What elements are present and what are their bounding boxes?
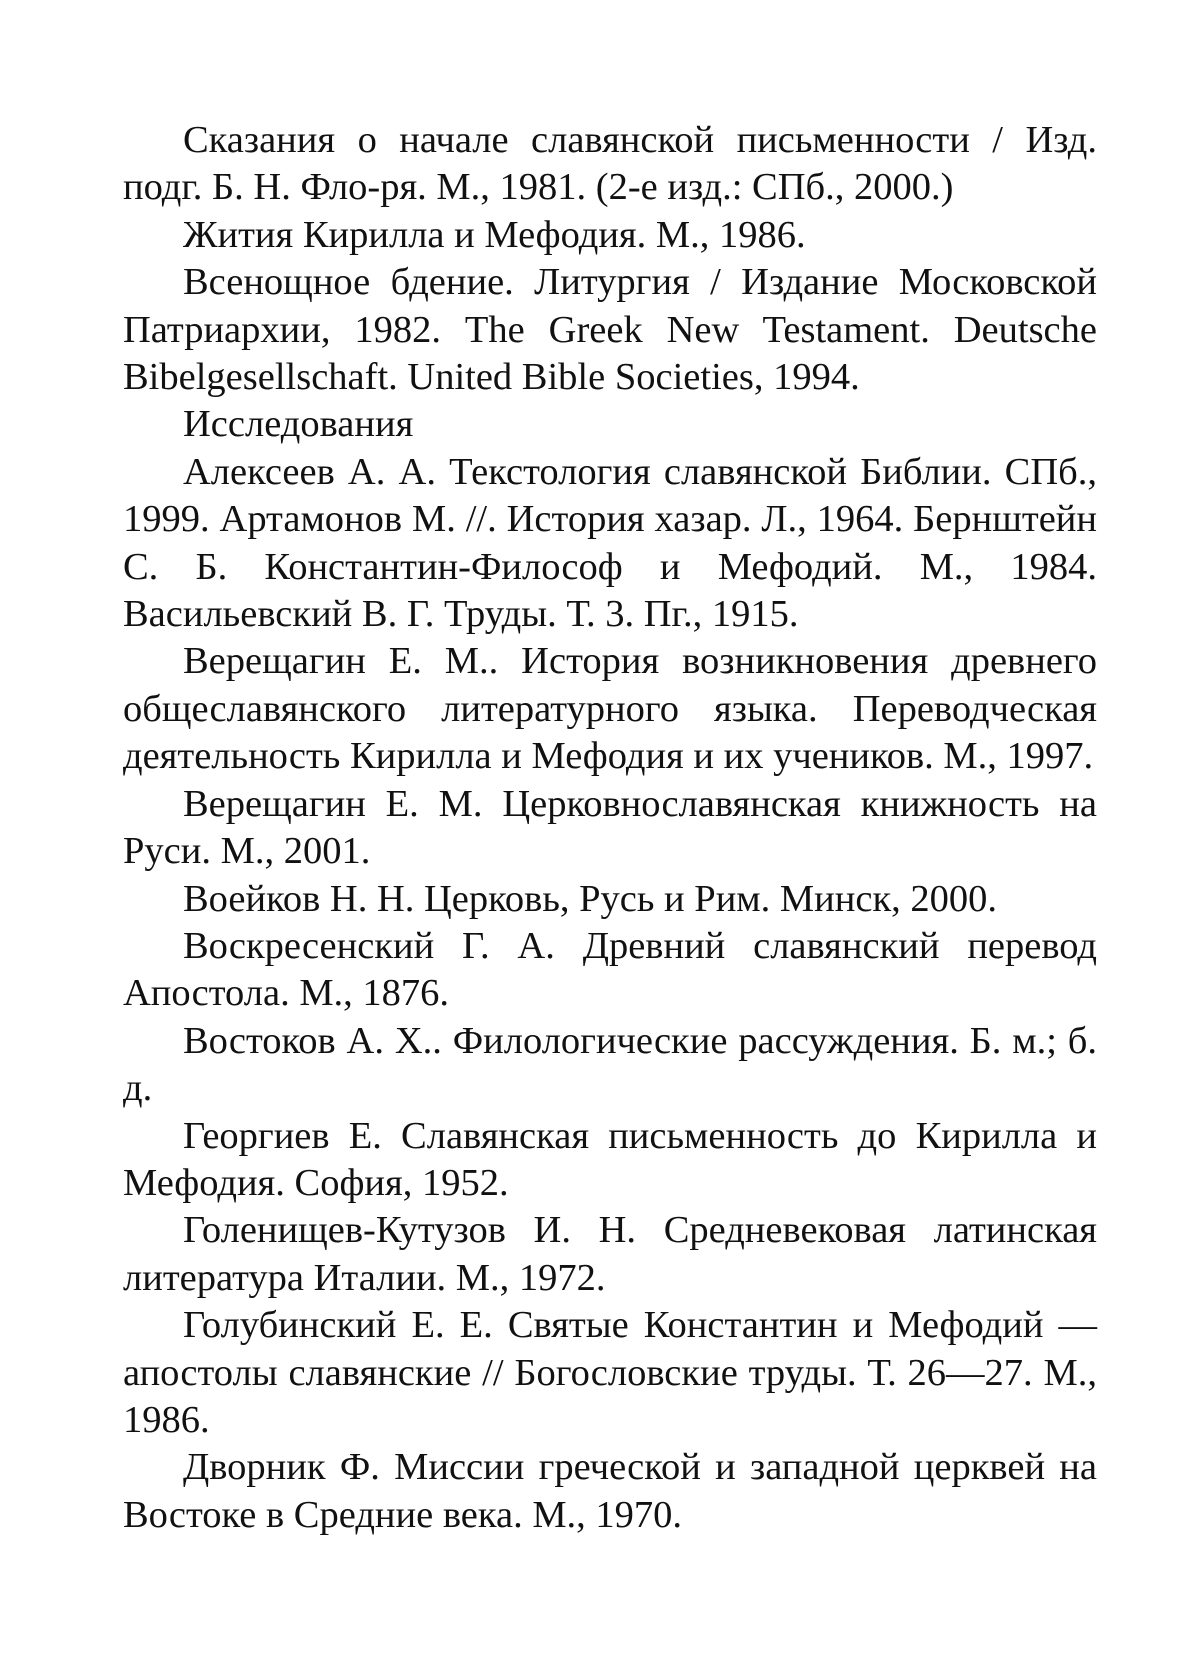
bibliography-entry: Алексеев А. А. Текстология славянской Библии. СПб., 1999. Артамонов М. //. История хазар. Л., 1964. Бернштейн С. Б. Константин-Философ и Мефодий. М., 1984. Васильевский В. Г. Труды. Т. 3. Пг., 1915. — [123, 449, 1097, 639]
bibliography-entry: Всенощное бдение. Литургия / Издание Московской Патриархии, 1982. The Greek New Testament. Deutsche Bibelgesellschaft. United Bible Societies, 1994. — [123, 259, 1097, 401]
bibliography-entry: Воейков Н. Н. Церковь, Русь и Рим. Минск, 2000. — [123, 876, 1097, 923]
bibliography-entry: Жития Кирилла и Мефодия. М., 1986. — [123, 212, 1097, 259]
bibliography-page — [123, 117, 1097, 1539]
bibliography-entry: Голубинский Е. Е. Святые Константин и Мефодий — апостолы славянские // Богословские труды. Т. 26—27. М., 1986. — [123, 1302, 1097, 1444]
bibliography-entry: Востоков А. Х.. Филологические рассуждения. Б. м.; б. д. — [123, 1018, 1097, 1113]
bibliography-entry: Воскресенский Г. А. Древний славянский перевод Апостола. М., 1876. — [123, 923, 1097, 1018]
bibliography-entry: Георгиев Е. Славянская письменность до Кирилла и Мефодия. София, 1952. — [123, 1113, 1097, 1208]
bibliography-entry: Верещагин Е. М.. История возникновения древнего общеславянского литературного языка. Переводческая деятельность Кирилла и Мефодия и их учеников. М., 1997. — [123, 638, 1097, 780]
bibliography-entry: Сказания о начале славянской письменности / Изд. подг. Б. Н. Фло-ря. М., 1981. (2-е изд.: СПб., 2000.) — [123, 117, 1097, 212]
section-heading: Исследования — [123, 401, 1097, 448]
bibliography-entry: Дворник Ф. Миссии греческой и западной церквей на Востоке в Средние века. М., 1970. — [123, 1444, 1097, 1539]
bibliography-entry: Верещагин Е. М. Церковнославянская книжность на Руси. М., 2001. — [123, 781, 1097, 876]
bibliography-entry: Голенищев-Кутузов И. Н. Средневековая латинская литература Италии. М., 1972. — [123, 1207, 1097, 1302]
